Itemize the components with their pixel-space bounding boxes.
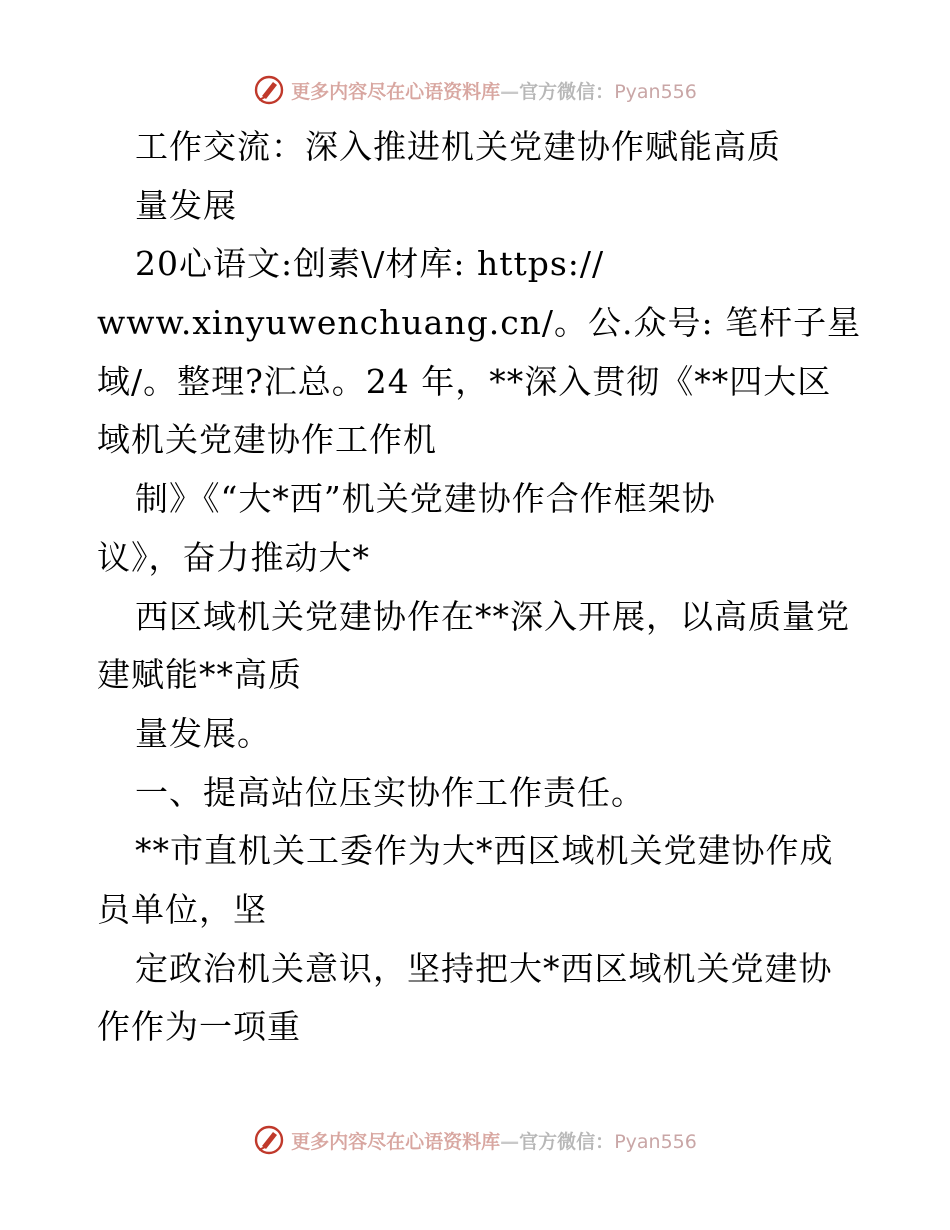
body-line: 域机关党建协作工作机	[97, 420, 437, 460]
seal-logo-icon	[253, 74, 285, 106]
banner-text	[291, 77, 697, 104]
body-line: 员单位，坚	[97, 889, 267, 929]
body-line: **市直机关工委作为大*西区域机关党建协作成	[135, 831, 834, 871]
banner-wechat-label: 官方微信：	[519, 80, 615, 103]
body-line: 定政治机关意识，坚持把大*西区域机关党建协	[135, 948, 833, 988]
body-line: 量发展。	[135, 713, 271, 753]
section-heading: 一、提高站位压实协作工作责任。	[135, 772, 645, 812]
footer-banner	[0, 1118, 950, 1162]
banner-main-text: 更多内容尽在心语资料库	[291, 1130, 501, 1153]
banner-dash: —	[500, 80, 520, 103]
body-line: 20心语文:创素\/材库: https://	[135, 244, 605, 284]
banner-dash: —	[500, 1130, 520, 1153]
body-line: 量发展	[135, 185, 237, 225]
body-line: www.xinyuwenchuang.cn/。公.众号: 笔杆子星	[97, 303, 862, 343]
banner-wechat-id: Pyan556	[614, 1130, 697, 1153]
seal-logo-icon	[253, 1124, 285, 1156]
body-line: 西区域机关党建协作在**深入开展，以高质量党	[135, 596, 850, 636]
body-line: 建赋能**高质	[97, 655, 302, 695]
banner-wechat-id: Pyan556	[614, 80, 697, 103]
body-line: 议》，奋力推动大*	[97, 537, 370, 577]
body-line: 制》《“大*西”机关党建协作合作框架协	[135, 479, 716, 519]
header-banner	[0, 68, 950, 112]
banner-wechat-label: 官方微信：	[519, 1130, 615, 1153]
banner-main-text: 更多内容尽在心语资料库	[291, 80, 501, 103]
banner-text	[291, 1127, 697, 1154]
body-line: 工作交流：深入推进机关党建协作赋能高质	[135, 127, 781, 166]
body-line: 域/。整理?汇总。24 年，**深入贯彻《**四大区	[97, 361, 832, 401]
document-body	[97, 118, 862, 1057]
body-line: 作作为一项重	[97, 1007, 301, 1047]
